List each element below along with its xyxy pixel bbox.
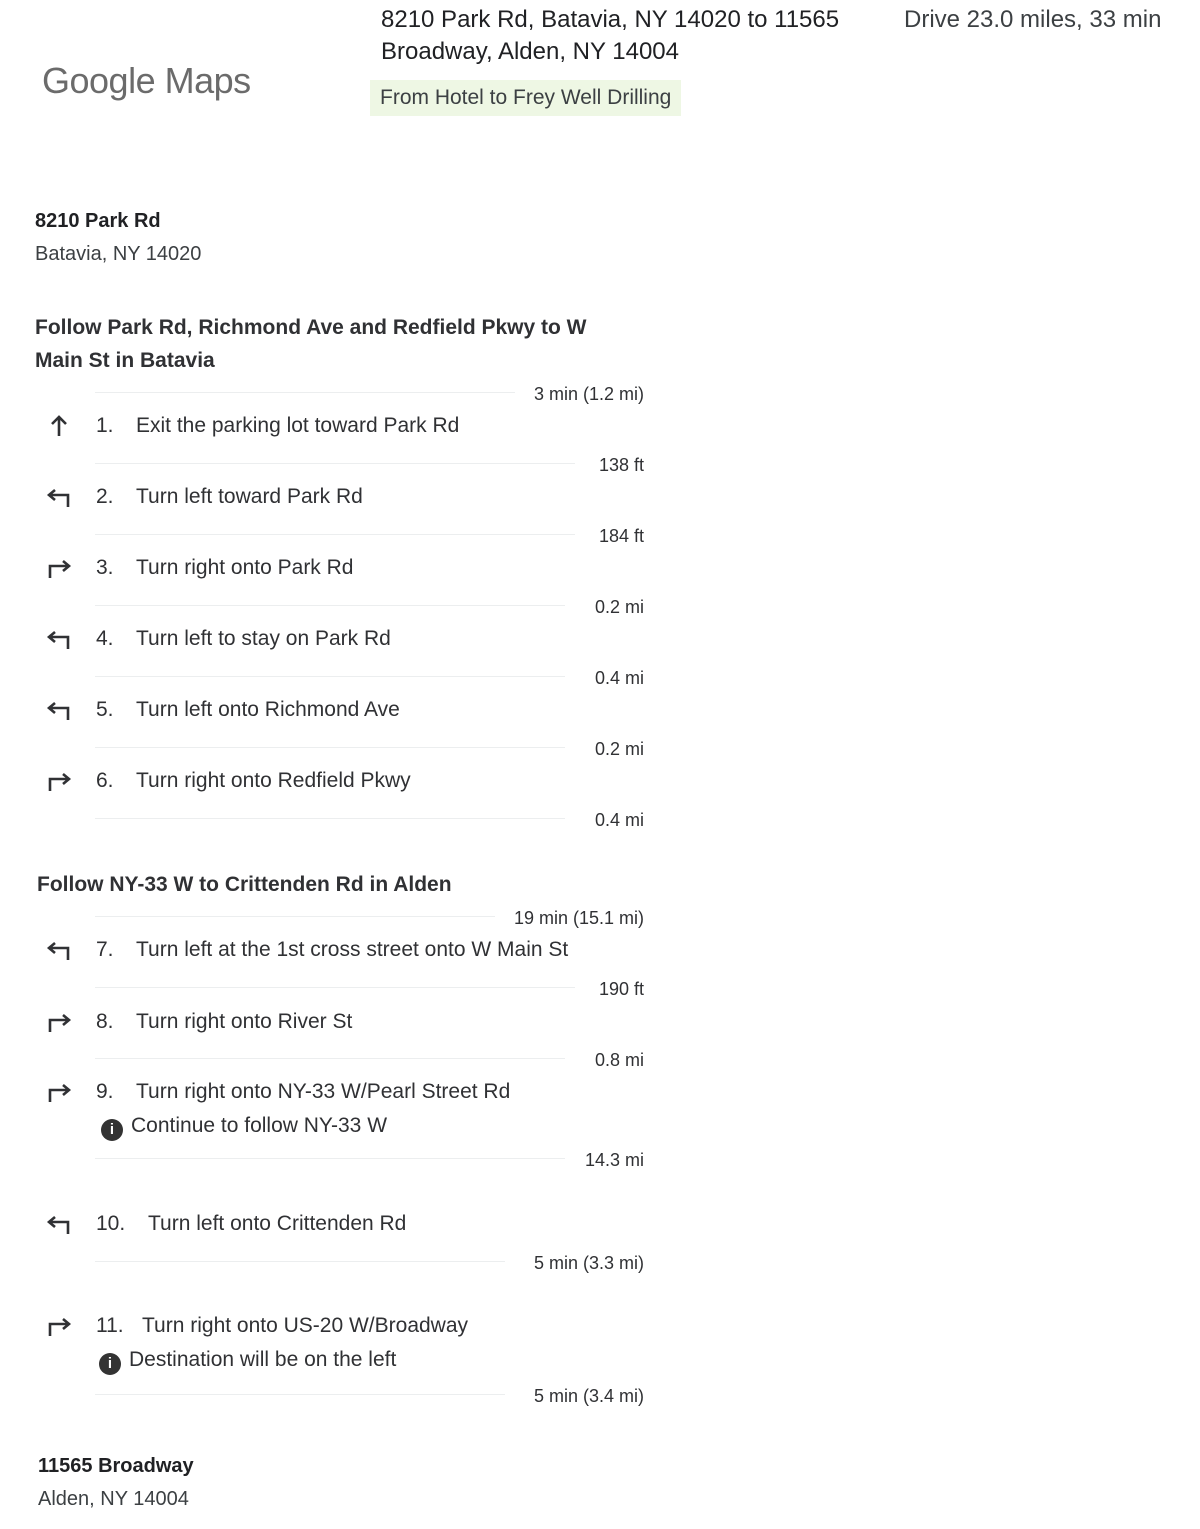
divider (95, 463, 575, 464)
divider (95, 1394, 505, 1395)
step-distance: 0.8 mi (594, 1050, 644, 1070)
divider (95, 392, 515, 393)
section-total-1: 3 min (1.2 mi) (533, 384, 644, 404)
step-1 (0, 410, 660, 442)
step-distance: 190 ft (598, 979, 644, 999)
divider (95, 1058, 565, 1059)
step-text: Turn right onto US-20 W/Broadway (142, 1314, 469, 1337)
step-11 (0, 1310, 660, 1342)
turn-right-icon (42, 1078, 78, 1106)
step-10 (0, 1208, 660, 1240)
step-6 (0, 765, 660, 797)
step-3 (0, 552, 660, 584)
divider (95, 747, 565, 748)
step-distance: 138 ft (598, 455, 644, 475)
step-distance: 5 min (3.4 mi) (533, 1386, 644, 1406)
step-number: 2. (96, 485, 114, 508)
turn-right-icon (42, 554, 78, 582)
route-title (381, 4, 881, 68)
turn-right-icon (42, 1008, 78, 1036)
destination-address-line2: Alden, NY 14004 (38, 1488, 189, 1510)
step-2 (0, 481, 660, 513)
step-distance: 0.2 mi (594, 739, 644, 759)
step-text: Turn right onto River St (136, 1010, 353, 1033)
step-number: 3. (96, 556, 114, 579)
divider (95, 1158, 565, 1159)
step-info-text: Continue to follow NY-33 W (131, 1114, 388, 1137)
step-text: Turn left toward Park Rd (136, 485, 363, 508)
step-distance: 0.2 mi (594, 597, 644, 617)
route-summary: Drive 23.0 miles, 33 min (904, 6, 1162, 33)
step-text: Turn left onto Crittenden Rd (148, 1212, 407, 1235)
route-note: From Hotel to Frey Well Drilling (370, 80, 681, 116)
step-distance: 5 min (3.3 mi) (533, 1253, 644, 1273)
divider (95, 916, 495, 917)
step-distance: 184 ft (598, 526, 644, 546)
info-icon: i (101, 1119, 123, 1141)
turn-left-icon (42, 936, 78, 964)
route-title-line2: Broadway, Alden, NY 14004 (381, 38, 679, 65)
step-text: Turn left at the 1st cross street onto W Main St (136, 938, 569, 961)
step-8 (0, 1006, 660, 1038)
step-distance: 0.4 mi (594, 810, 644, 830)
step-4 (0, 623, 660, 655)
step-number: 8. (96, 1010, 114, 1033)
divider (95, 987, 575, 988)
step-7 (0, 934, 660, 966)
step-text: Turn left to stay on Park Rd (136, 627, 391, 650)
step-5 (0, 694, 660, 726)
divider (95, 818, 565, 819)
step-text: Exit the parking lot toward Park Rd (136, 414, 460, 437)
turn-right-icon (42, 767, 78, 795)
origin-address-line1: 8210 Park Rd (35, 210, 161, 232)
step-text: Turn left onto Richmond Ave (136, 698, 400, 721)
divider (95, 676, 565, 677)
section-title-1: Follow Park Rd, Richmond Ave and Redfield Pkwy to W Main St in Batavia (35, 316, 587, 372)
step-info-text: Destination will be on the left (129, 1348, 397, 1371)
turn-left-icon (42, 625, 78, 653)
destination-address-line1: 11565 Broadway (38, 1455, 194, 1477)
origin-address-line2: Batavia, NY 14020 (35, 243, 202, 265)
step-number: 10. (96, 1212, 126, 1235)
turn-right-icon (42, 1312, 78, 1340)
step-number: 6. (96, 769, 114, 792)
step-number: 4. (96, 627, 114, 650)
step-number: 11. (96, 1314, 124, 1337)
section-total-2: 19 min (15.1 mi) (513, 908, 644, 928)
divider (95, 534, 575, 535)
step-text: Turn right onto NY-33 W/Pearl Street Rd (136, 1080, 511, 1103)
destination-address (38, 1450, 194, 1516)
step-info (101, 1111, 387, 1141)
step-distance: 0.4 mi (594, 668, 644, 688)
step-number: 5. (96, 698, 114, 721)
info-icon: i (99, 1353, 121, 1375)
step-info (99, 1345, 396, 1375)
turn-left-icon (42, 483, 78, 511)
step-text: Turn right onto Park Rd (136, 556, 354, 579)
step-number: 7. (96, 938, 114, 961)
step-9 (0, 1076, 660, 1108)
arrow-up-icon (42, 412, 78, 440)
step-number: 1. (96, 414, 114, 437)
divider (95, 1261, 505, 1262)
section-title-2: Follow NY-33 W to Crittenden Rd in Alden (37, 873, 452, 896)
divider (95, 605, 565, 606)
turn-left-icon (42, 696, 78, 724)
origin-address (35, 205, 201, 271)
turn-left-icon (42, 1210, 78, 1238)
route-title-line1: 8210 Park Rd, Batavia, NY 14020 to 11565 (381, 6, 840, 33)
step-distance: 14.3 mi (584, 1150, 644, 1170)
step-number: 9. (96, 1080, 114, 1103)
step-text: Turn right onto Redfield Pkwy (136, 769, 411, 792)
google-maps-logo: Google Maps (42, 60, 251, 101)
